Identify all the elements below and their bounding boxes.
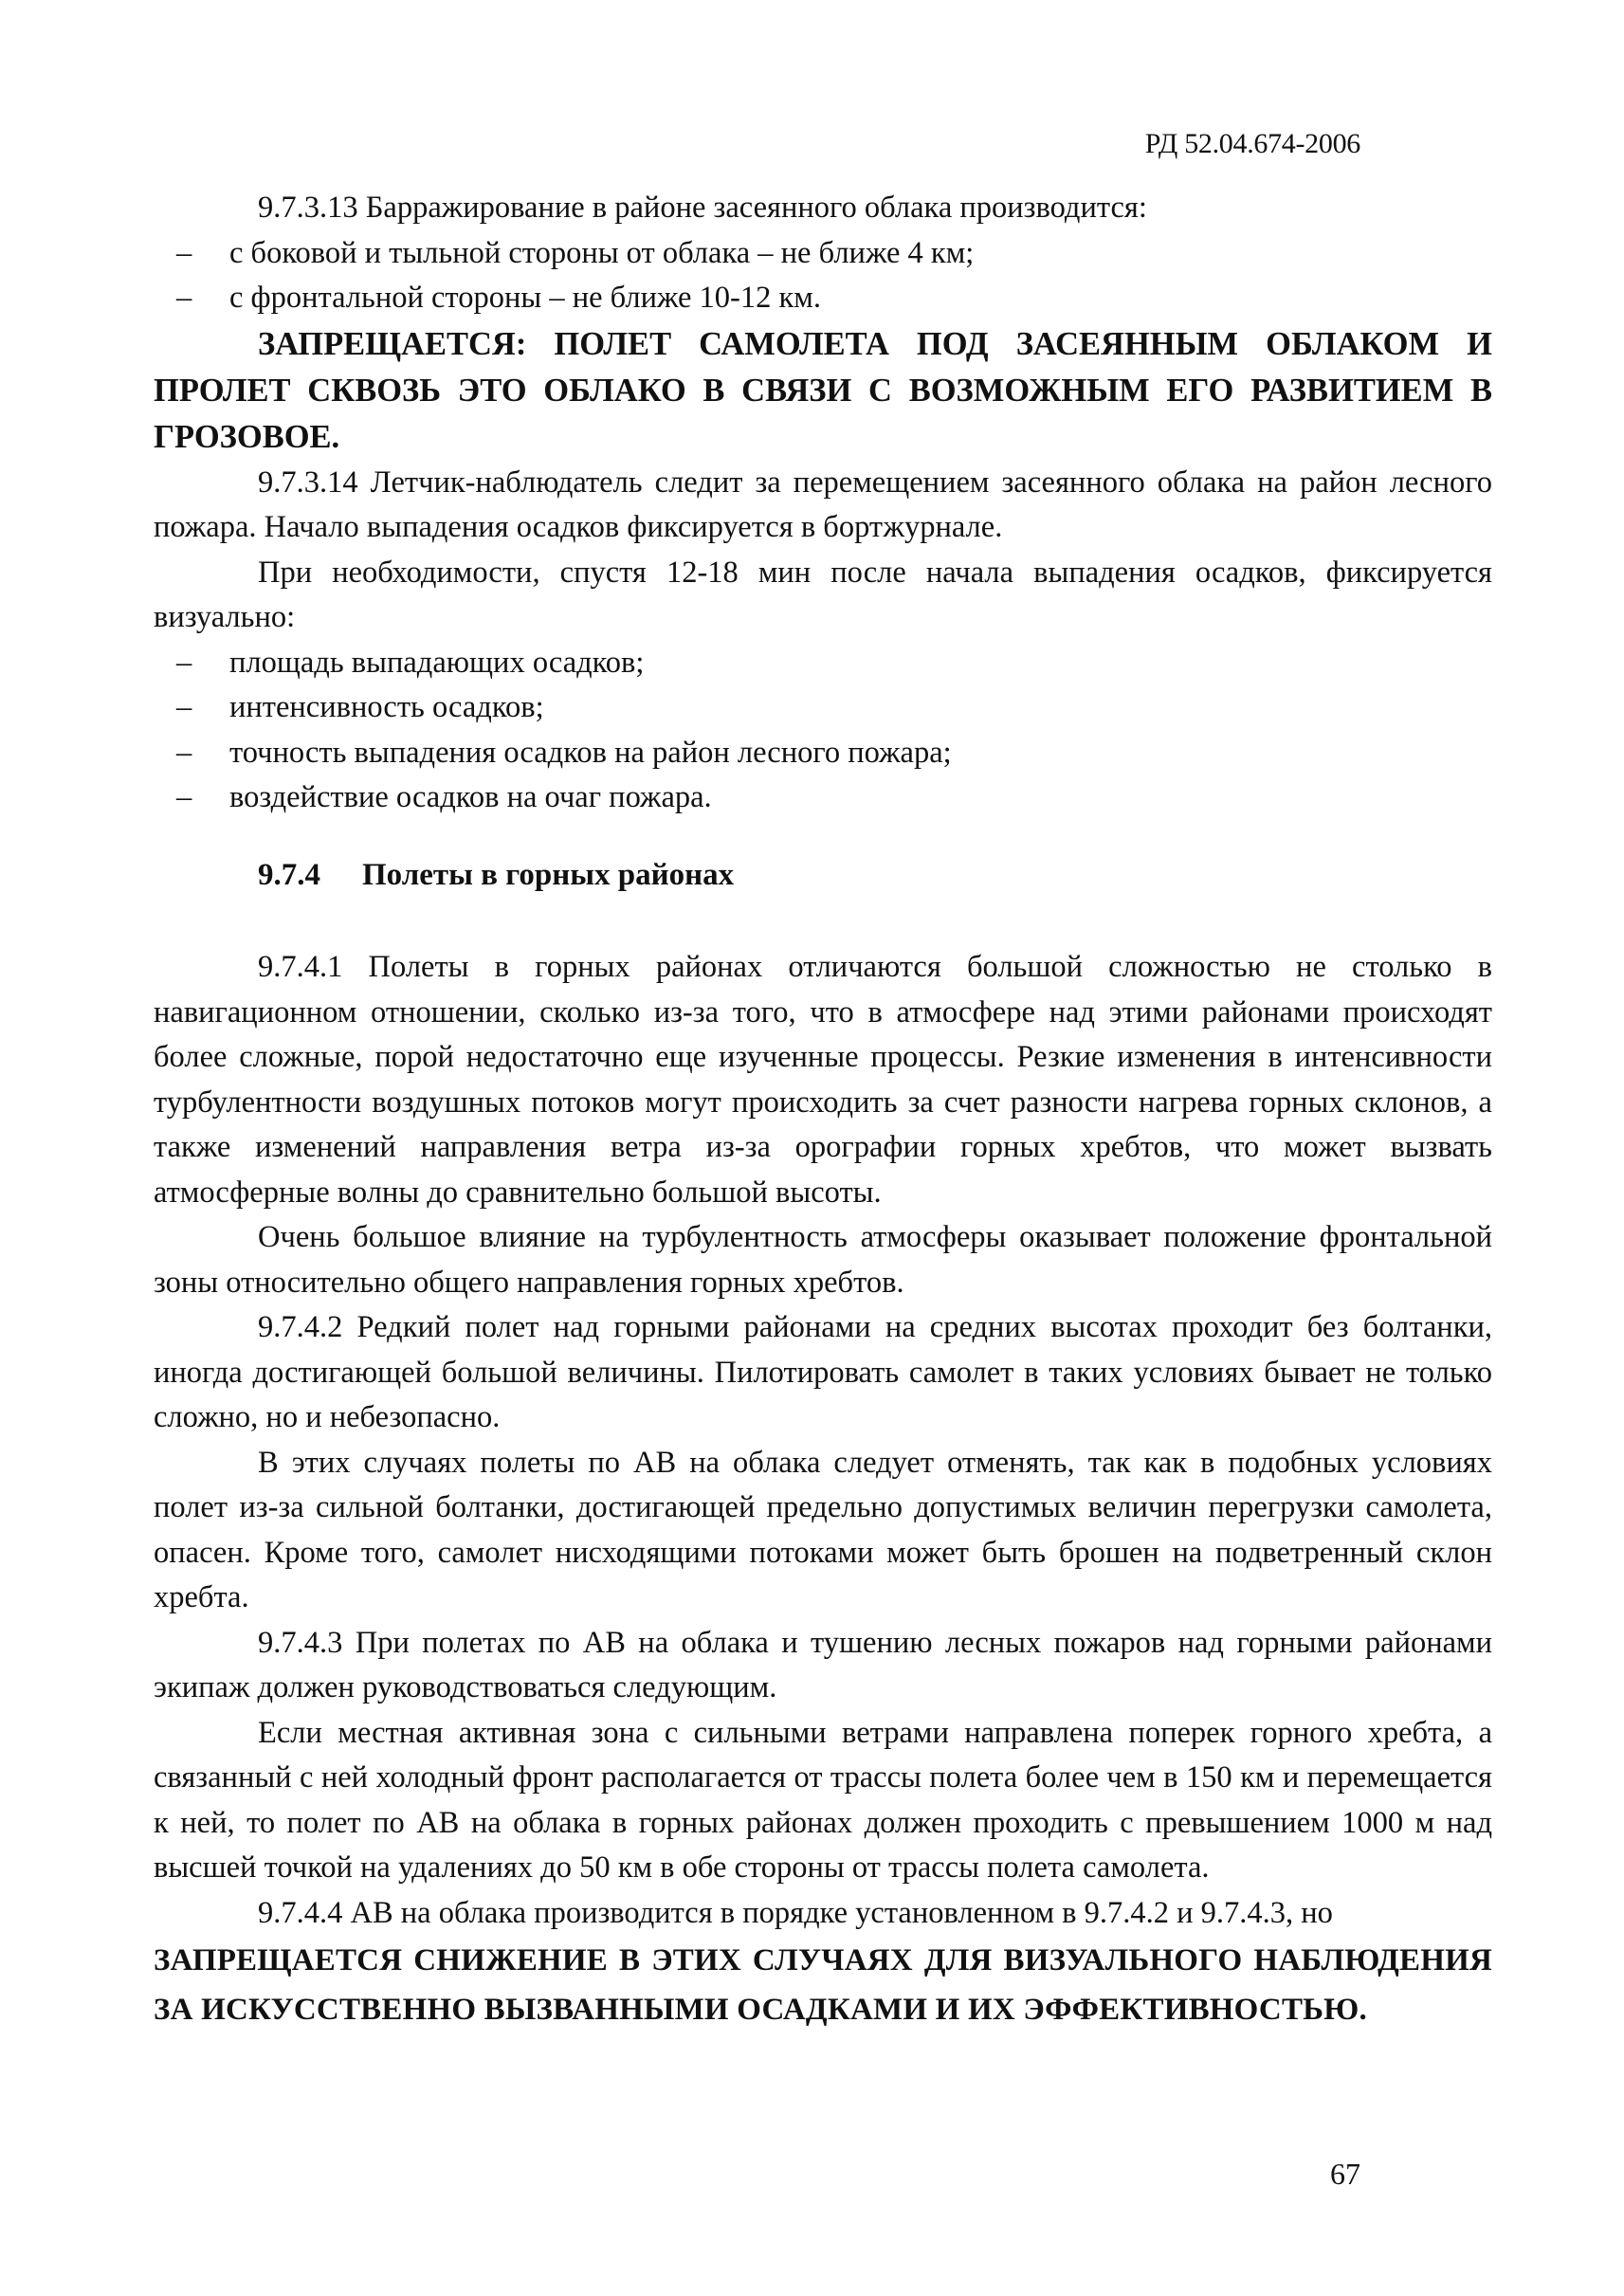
section-number: 9.7.4 [258, 857, 320, 892]
list-item [154, 775, 1492, 821]
list-item [154, 685, 1492, 731]
list-dash: – [176, 645, 192, 680]
page-number: 67 [1330, 2157, 1360, 2191]
list-item-text: с боковой и тыльной стороны от облака – не ближе 4 км; [229, 235, 975, 270]
warning-flight-under-cloud: ЗАПРЕЩАЕТСЯ: ПОЛЕТ САМОЛЕТА ПОД ЗАСЕЯННЫМ ОБЛАКОМ И ПРОЛЕТ СКВОЗЬ ЭТО ОБЛАКО В СВЯЗИ С ВОЗМОЖНЫМ ЕГО РАЗВИТИЕМ В ГРОЗОВОЕ. [154, 325, 1492, 455]
paragraph-frontal-zone: Очень большое влияние на турбулентность атмосферы оказывает положение фронтальной зоны относительно общего направления горных хребтов. [154, 1220, 1492, 1300]
list-dash: – [176, 690, 192, 724]
list-item [154, 731, 1492, 776]
paragraph-9-7-4-2: 9.7.4.2 Редкий полет над горными районами на средних высотах проходит без болтанки, иногда достигающей большой величины. Пилотировать самолет в таких условиях бывает не только сложно, но и небезопасно. [154, 1310, 1492, 1434]
paragraph-9-7-4-1: 9.7.4.1 Полеты в горных районах отличаются большой сложностью не столько в навигационном отношении, сколько из-за того, что в атмосфере над этими районами происходят более сложные, порой недостаточно еще изученные процессы. Резкие изменения в интенсивности турбулентности воздушных потоков могут происходить за счет разности нагрева горных склонов, а также изменений направления ветра из-за орографии горных хребтов, что может вызвать атмосферные волны до сравнительно большой высоты. [154, 950, 1492, 1210]
paragraph-9-7-3-13: 9.7.3.13 Барражирование в районе засеянного облака производится: [258, 191, 1147, 225]
paragraph-active-zone: Если местная активная зона с сильными ветрами направлена поперек горного хребта, а связанный с ней холодный фронт располагается от трассы полета более чем в 150 км и перемещается к ней, то полет по АВ на облака в горных районах должен проходить с превышением 1000 м над высшей точкой на удалениях до 50 км в обе стороны от трассы полета самолета. [154, 1715, 1492, 1885]
list-dash: – [176, 235, 192, 270]
warning-descent-prohibited: ЗАПРЕЩАЕТСЯ СНИЖЕНИЕ В ЭТИХ СЛУЧАЯХ ДЛЯ ВИЗУАЛЬНОГО НАБЛЮДЕНИЯ ЗА ИСКУССТВЕННО ВЫЗВАННЫМИ ОСАДКАМИ И ИХ ЭФФЕКТИВНОСТЬЮ. [154, 1943, 1492, 2027]
list-dash: – [176, 735, 192, 770]
section-heading [154, 853, 1492, 899]
paragraph-9-7-4-4: 9.7.4.4 АВ на облака производится в порядке установленном в 9.7.4.2 и 9.7.4.3, но [258, 1895, 1333, 1930]
paragraph-cancel-flights: В этих случаях полеты по АВ на облака следует отменять, так как в подобных условиях полет из-за сильной болтанки, достигающей предельно допустимых величин перегрузки самолета, опасен. Кроме того, самолет нисходящими потоками может быть брошен на подветренный склон хребта. [154, 1445, 1492, 1614]
paragraph-9-7-3-14: 9.7.3.14 Летчик-наблюдатель следит за перемещением засеянного облака на район лесного пожара. Начало выпадения осадков фиксируется в бортжурнале. [154, 465, 1492, 544]
list-item [154, 641, 1492, 686]
list-item [154, 231, 1492, 277]
list-item [154, 276, 1492, 321]
section-title: Полеты в горных районах [362, 857, 735, 892]
list-item-text: точность выпадения осадков на район лесного пожара; [229, 735, 952, 770]
document-code: РД 52.04.674-2006 [1144, 128, 1360, 159]
paragraph-9-7-4-3: 9.7.4.3 При полетах по АВ на облака и тушению лесных пожаров над горными районами экипаж должен руководствоваться следующим. [154, 1625, 1492, 1704]
list-item-text: интенсивность осадков; [229, 690, 544, 724]
list-dash: – [176, 780, 192, 814]
list-item-text: с фронтальной стороны – не ближе 10-12 км. [229, 281, 821, 315]
list-dash: – [176, 281, 192, 315]
paragraph-visual-record: При необходимости, спустя 12-18 мин после начала выпадения осадков, фиксируется визуально: [154, 555, 1492, 634]
list-item-text: площадь выпадающих осадков; [229, 645, 645, 680]
list-item-text: воздействие осадков на очаг пожара. [229, 780, 712, 814]
page-body [154, 186, 1492, 2034]
